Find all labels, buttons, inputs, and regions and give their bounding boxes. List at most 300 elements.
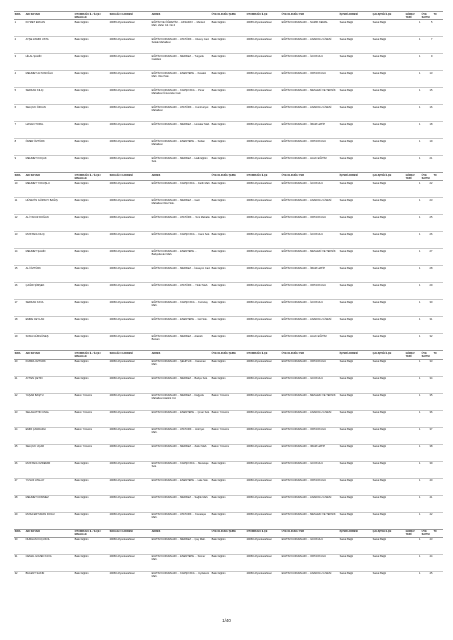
cell-duty: Sanat Bağlı [372, 232, 405, 249]
cell-district-zip: 29066 Afyonkarahisar [246, 478, 281, 495]
cell-address: EĞİTİM KURUMLARI ... ESENTEPE ... Lale Sok. [151, 478, 211, 495]
cell-zip: 29066 Afyonkarahisar [109, 37, 151, 54]
cell-spacer [433, 317, 443, 334]
cell-no: 20 [14, 359, 25, 376]
column-header: ÇALIŞTIĞI İLÇE [372, 12, 405, 20]
cell-work-district: Sanat Bağlı [339, 181, 372, 198]
cell-tc: 36 [421, 410, 433, 427]
cell-district-zip: 29066 Afyonkarahisar [246, 37, 281, 54]
cell-duty: Sanat Bağlı [372, 122, 405, 139]
cell-no: 4 [14, 71, 25, 88]
cell-name: KÜBRA ÖZTÜRK [25, 359, 74, 376]
cell-tc: 29 [421, 283, 433, 300]
cell-tc: 9 [421, 54, 433, 71]
cell-spacer [433, 571, 443, 588]
column-header: SOKAĞI / CADDESİ [109, 173, 151, 181]
column-header: SOKAĞI / CADDESİ [109, 12, 151, 20]
cell-workplace: EĞİTİM KURUMLARI ... ANADOLU LİSESİ [281, 37, 339, 54]
cell-duty: Sanat Bağlı [372, 537, 405, 554]
cell-duty: Sanat Bağlı [372, 300, 405, 317]
cell-no: 11 [14, 198, 25, 215]
cell-address: EĞİTİM KURUMLARI ... MERKEZ ... Halk Eğitim Sok. [151, 156, 211, 173]
cell-member-branch: Bakır Eğitim [211, 300, 246, 317]
table-row [14, 71, 443, 88]
column-header: SIRA [14, 12, 25, 20]
cell-name: KIYMET ERCAN [25, 20, 74, 37]
cell-duty: Sanat Bağlı [372, 156, 405, 173]
column-header: GÖREV YERİ [405, 12, 421, 20]
cell-spacer [433, 461, 443, 478]
cell-member-branch: Bakır Eğitim [211, 88, 246, 105]
cell-count: 1 [405, 20, 421, 37]
cell-spacer [433, 156, 443, 173]
column-header: TC [433, 351, 443, 359]
cell-name: NURHAN KÜÇÜKOL [25, 537, 74, 554]
cell-no: 30 [14, 537, 25, 554]
cell-workplace: EĞİTİM KURUMLARI ... MESLEKİ VE TEKNİK [281, 88, 339, 105]
column-header: OTURDUĞU İL / İLÇE / MAHALLE [74, 351, 109, 359]
table-row [14, 571, 443, 588]
cell-work-district: Sanat Bağlı [339, 249, 372, 266]
cell-count: 1 [405, 495, 421, 512]
cell-member-branch: Bakır Eğitim [211, 359, 246, 376]
table-row [14, 266, 443, 283]
cell-branch: Bakır Eğitim [74, 376, 109, 393]
cell-branch: Bakır Eğitim [74, 181, 109, 198]
cell-no: 1 [14, 20, 25, 37]
cell-branch: Bakır Eğitim [74, 266, 109, 283]
cell-address: EĞİTİM KURUMLARI ... ATATÜRK ... Kocatepe Mah. [151, 512, 211, 529]
document-table [14, 11, 443, 588]
cell-zip: 29066 Afyonkarahisar [109, 215, 151, 232]
column-header: ÜYE OLDUĞU YER [281, 12, 339, 20]
cell-spacer [433, 249, 443, 266]
cell-member-branch: Bakır Eğitim [211, 537, 246, 554]
column-header: SIRA [14, 529, 25, 537]
cell-branch: Bakır Eğitim [74, 300, 109, 317]
cell-no: 18 [14, 317, 25, 334]
cell-workplace: EĞİTİM KURUMLARI ... ORTAOKULU [281, 478, 339, 495]
cell-tc: 30 [421, 300, 433, 317]
column-header: ÇALIŞTIĞI İLÇE [372, 351, 405, 359]
cell-work-district: Sanat Bağlı [339, 393, 372, 410]
column-header: ADI SOYADI [25, 173, 74, 181]
cell-no: 22 [14, 393, 25, 410]
cell-tc: 28 [421, 266, 433, 283]
cell-spacer [433, 512, 443, 529]
cell-address: EĞİTİM KURUMLARI ... MERKEZ ... İstasyon Cad. [151, 266, 211, 283]
cell-branch: Bakır Eğitim [74, 122, 109, 139]
cell-tc: 26 [421, 232, 433, 249]
cell-member-branch: Bakım Yönetim [211, 444, 246, 461]
cell-branch: Bakır Eğitim [74, 215, 109, 232]
cell-work-district: Sanat Bağlı [339, 376, 372, 393]
cell-address: EĞİTİM KURUMLARI ... MERKEZ ... Gazi Mahallesi Okul Sok. [151, 198, 211, 215]
cell-zip: 29066 Afyonkarahisar [109, 512, 151, 529]
cell-workplace: EĞİTİM KURUMLARI ... MESLEKİ VE TEKNİK [281, 512, 339, 529]
cell-count: 1 [405, 105, 421, 122]
column-header: TC [433, 173, 443, 181]
cell-no: 26 [14, 461, 25, 478]
cell-address: EĞİTİM KURUMLARI ... ESENTEPE ... Çınar Sok. [151, 410, 211, 427]
cell-duty: Sanat Bağlı [372, 37, 405, 54]
cell-spacer [433, 359, 443, 376]
table-row [14, 122, 443, 139]
cell-branch: Bakım Yönetim [74, 410, 109, 427]
cell-duty: Sanat Bağlı [372, 495, 405, 512]
cell-address: EĞİTİM KURUMLARI ... ESENTEPE ... Sümer Mah. [151, 554, 211, 571]
cell-member-branch: Bakım Yönetim [211, 410, 246, 427]
cell-address: EĞİTİM KURUMLARI ... ESENTEPE ... Sultan Mahallesi [151, 139, 211, 156]
cell-spacer [433, 495, 443, 512]
cell-workplace: EĞİTİM KURUMLARI ... ORTAOKULU [281, 71, 339, 88]
page-number: 1/40 [222, 618, 231, 623]
cell-duty: Sanat Bağlı [372, 376, 405, 393]
cell-name: MEHMET ŞAHİN [25, 249, 74, 266]
cell-branch: Bakır Eğitim [74, 20, 109, 37]
cell-duty: Sanat Bağlı [372, 410, 405, 427]
cell-work-district: Sanat Bağlı [339, 359, 372, 376]
cell-district-zip: 29066 Afyonkarahisar [246, 427, 281, 444]
cell-member-branch: Bakır Eğitim [211, 461, 246, 478]
cell-duty: Sanat Bağlı [372, 283, 405, 300]
cell-workplace: EĞİTİM KURUMLARI ... İMAM HATİP [281, 444, 339, 461]
cell-member-branch: Bakır Eğitim [211, 122, 246, 139]
cell-address: EĞİTİM KURUMLARI ... MERKEZ ... Turgutlu Caddesi [151, 54, 211, 71]
cell-address: EĞİTİM KURUMLARI ... MERKEZ ... Hocalar Mah. [151, 122, 211, 139]
cell-zip: 29066 Afyonkarahisar [109, 461, 151, 478]
cell-workplace: EĞİTİM KURUMLARI ... ORTAOKULU [281, 554, 339, 571]
table-row [14, 300, 443, 317]
cell-district-zip: 29066 Afyonkarahisar [246, 495, 281, 512]
cell-branch: Bakır Eğitim [74, 283, 109, 300]
cell-name: EMRE CEYLAN [25, 317, 74, 334]
cell-name: AYTEN ÇETİN [25, 376, 74, 393]
column-header: ADRES [151, 351, 211, 359]
cell-zip: 29066 Afyonkarahisar [109, 554, 151, 571]
cell-count: 1 [405, 283, 421, 300]
cell-spacer [433, 427, 443, 444]
cell-address: EĞİTİM KURUMLARI ... ATATÜRK ... Cumhuriyet Mahallesi [151, 105, 211, 122]
cell-no: 14 [14, 249, 25, 266]
column-header: SIRA [14, 351, 25, 359]
cell-duty: Sanat Bağlı [372, 198, 405, 215]
column-header: ÜYE OLDUĞU ŞUBE [211, 351, 246, 359]
cell-zip: 29066 Afyonkarahisar [109, 139, 151, 156]
cell-no: 2 [14, 37, 25, 54]
cell-duty: Sanat Bağlı [372, 139, 405, 156]
cell-address: EĞİTİM KURUMLARI ... ESENTEPE ... Kavaklı Mah. Okul Sok. [151, 71, 211, 88]
cell-district-zip: 29066 Afyonkarahisar [246, 198, 281, 215]
cell-work-district: Sanat Bağlı [339, 283, 372, 300]
cell-tc: 19 [421, 139, 433, 156]
cell-member-branch: Bakır Eğitim [211, 54, 246, 71]
column-header: ÜYE SAYISI [421, 12, 433, 20]
column-header: ÜYE SAYISI [421, 529, 433, 537]
cell-work-district: Sanat Bağlı [339, 266, 372, 283]
cell-member-branch: Bakır Eğitim [211, 198, 246, 215]
cell-workplace: EĞİTİM KURUMLARI ... İLKOKULU [281, 537, 339, 554]
cell-count: 1 [405, 478, 421, 495]
cell-branch: Bakır Eğitim [74, 334, 109, 351]
cell-count: 1 [405, 249, 421, 266]
cell-work-district: Sanat Bağlı [339, 71, 372, 88]
cell-member-branch: Bakır Eğitim [211, 334, 246, 351]
cell-work-district: Sanat Bağlı [339, 232, 372, 249]
cell-spacer [433, 376, 443, 393]
cell-workplace: EĞİTİM KURUMLARI ... ORTAOKULU [281, 283, 339, 300]
cell-tc: 23 [421, 198, 433, 215]
table-row [14, 334, 443, 351]
cell-name: HASAN TOPAL [25, 122, 74, 139]
column-header: SOKAĞI / CADDESİ [109, 529, 151, 537]
cell-tc: 43 [421, 537, 433, 554]
cell-zip: 29066 Afyonkarahisar [109, 198, 151, 215]
cell-workplace: EĞİTİM KURUMLARI ... İLKOKULU [281, 376, 339, 393]
cell-work-district: Sanat Bağlı [339, 495, 372, 512]
column-header: ADI SOYADI [25, 351, 74, 359]
cell-spacer [433, 105, 443, 122]
cell-member-branch: Bakır Eğitim [211, 266, 246, 283]
column-header: ÜYE OLDUĞU ŞUBE [211, 12, 246, 20]
cell-name: SELAHATTİN ÜNAL [25, 410, 74, 427]
cell-workplace: EĞİTİM KURUMLARI ... HALK EĞİTİM [281, 156, 339, 173]
cell-address: EĞİTİM KURUMLARI ... MERKEZ ... Atatürk Bulvarı [151, 334, 211, 351]
cell-spacer [433, 410, 443, 427]
column-header: İŞYERİ ADRESİ [339, 529, 372, 537]
cell-duty: Sanat Bağlı [372, 181, 405, 198]
cell-spacer [433, 334, 443, 351]
cell-name: MEHMET ALTUNOĞLU [25, 71, 74, 88]
cell-branch: Bakır Eğitim [74, 37, 109, 54]
column-header: ÇALIŞTIĞI İLÇE [372, 529, 405, 537]
cell-work-district: Sanat Bağlı [339, 122, 372, 139]
cell-duty: Sanat Bağlı [372, 393, 405, 410]
cell-workplace: EĞİTİM KURUMLARI ... İLKOKULU [281, 181, 339, 198]
cell-address: EĞİTİM KURUMLARI ... MERKEZ ... Sağlık Mah. [151, 495, 211, 512]
cell-district-zip: 29066 Afyonkarahisar [246, 393, 281, 410]
cell-name: YAŞAR BAŞTÜ [25, 393, 74, 410]
cell-address: EĞİTİM KURUMLARI ... KARŞIYAKA ... Menekşe Sok. [151, 461, 211, 478]
cell-tc: 18 [421, 122, 433, 139]
cell-district-zip: 29066 Afyonkarahisar [246, 156, 281, 173]
cell-duty: Sanat Bağlı [372, 571, 405, 588]
cell-member-branch: Bakım Yönetim [211, 427, 246, 444]
cell-count: 1 [405, 71, 421, 88]
cell-zip: 29066 Afyonkarahisar [109, 181, 151, 198]
cell-address: EĞİTİM KURUMLARI ... MERKEZ ... Zafer Mah. [151, 444, 211, 461]
cell-spacer [433, 283, 443, 300]
cell-work-district: Sanat Bağlı [339, 198, 372, 215]
cell-no: 7 [14, 122, 25, 139]
cell-address: EĞİTİM KURUMLARI ... KARŞIYAKA ... Uydukent Mah. [151, 571, 211, 588]
cell-tc: 16 [421, 105, 433, 122]
cell-tc: 32 [421, 334, 433, 351]
cell-workplace: EĞİTİM KURUMLARI ... ANADOLU LİSESİ [281, 105, 339, 122]
cell-branch: Bakır Eğitim [74, 495, 109, 512]
cell-branch: Bakır Eğitim [74, 461, 109, 478]
cell-no: 23 [14, 410, 25, 427]
cell-branch: Bakır Eğitim [74, 317, 109, 334]
cell-count: 1 [405, 393, 421, 410]
cell-workplace: EĞİTİM KURUMLARI ... İMAM HATİP [281, 122, 339, 139]
cell-district-zip: 29066 Afyonkarahisar [246, 71, 281, 88]
cell-spacer [433, 139, 443, 156]
column-header: OTURDUĞU İL / İLÇE / MAHALLE [74, 12, 109, 20]
cell-work-district: Sanat Bağlı [339, 427, 372, 444]
cell-count: 1 [405, 266, 421, 283]
cell-zip: 29066 Afyonkarahisar [109, 71, 151, 88]
table-row [14, 512, 443, 529]
cell-duty: Sanat Bağlı [372, 512, 405, 529]
cell-no: 5 [14, 88, 25, 105]
cell-member-branch: Bakır Eğitim [211, 156, 246, 173]
cell-duty: Sanat Bağlı [372, 461, 405, 478]
column-header: İŞYERİ ADRESİ [339, 351, 372, 359]
cell-branch: Bakır Eğitim [74, 249, 109, 266]
cell-member-branch: Bakır Eğitim [211, 105, 246, 122]
cell-no: 12 [14, 215, 25, 232]
cell-work-district: Sanat Bağlı [339, 317, 372, 334]
cell-zip: 29066 Afyonkarahisar [109, 571, 151, 588]
cell-address: EĞİTİM KURUMLARI ... MERKEZ ... Çay Mah. [151, 537, 211, 554]
cell-member-branch: Bakır Eğitim [211, 37, 246, 54]
table-row [14, 37, 443, 54]
cell-no: 10 [14, 181, 25, 198]
column-header: ADRES [151, 173, 211, 181]
cell-work-district: Sanat Bağlı [339, 334, 372, 351]
cell-zip: 29066 Afyonkarahisar [109, 317, 151, 334]
cell-work-district: Sanat Bağlı [339, 444, 372, 461]
cell-district-zip: 29066 Afyonkarahisar [246, 410, 281, 427]
cell-tc: 22 [421, 181, 433, 198]
cell-workplace: EĞİTİM KURUMLARI ... ANADOLU LİSESİ [281, 410, 339, 427]
cell-member-branch: Bakır Eğitim [211, 71, 246, 88]
cell-district-zip: 29066 Afyonkarahisar [246, 283, 281, 300]
cell-tc: 44 [421, 554, 433, 571]
cell-workplace: EĞİTİM KURUMLARI ... ANADOLU LİSESİ [281, 571, 339, 588]
column-header: ÜYE OLDUĞU ŞUBE [211, 529, 246, 537]
cell-duty: Sanat Bağlı [372, 249, 405, 266]
cell-workplace: EĞİTİM KURUMLARI ... HALK EĞİTİM [281, 334, 339, 351]
table-row [14, 461, 443, 478]
cell-district-zip: 29066 Afyonkarahisar [246, 249, 281, 266]
table-row [14, 478, 443, 495]
cell-count: 1 [405, 334, 421, 351]
cell-spacer [433, 71, 443, 88]
cell-tc: 41 [421, 495, 433, 512]
cell-zip: 29066 Afyonkarahisar [109, 393, 151, 410]
cell-district-zip: 29066 Afyonkarahisar [246, 571, 281, 588]
cell-zip: 29066 Afyonkarahisar [109, 478, 151, 495]
cell-no: 29 [14, 512, 25, 529]
cell-zip: 29066 Afyonkarahisar [109, 156, 151, 173]
member-list-table [14, 11, 443, 588]
cell-name: EMİR ÇANDARLI [25, 427, 74, 444]
cell-workplace: EĞİTİM KURUMLARI ... MESLEKİ VE TEKNİK [281, 393, 339, 410]
cell-spacer [433, 37, 443, 54]
cell-work-district: Sanat Bağlı [339, 537, 372, 554]
cell-workplace: EĞİTİM KURUMLARI ... MESLEKİ VE TEKNİK [281, 249, 339, 266]
cell-name: MUSTAFA ÖZDEMİR [25, 461, 74, 478]
cell-no: 8 [14, 139, 25, 156]
cell-district-zip: 29066 Afyonkarahisar [246, 554, 281, 571]
cell-member-branch: Bakır Eğitim [211, 376, 246, 393]
table-row [14, 283, 443, 300]
column-header: OTURDUĞU İLÇE [246, 351, 281, 359]
cell-tc: 35 [421, 393, 433, 410]
cell-duty: Sanat Bağlı [372, 266, 405, 283]
cell-branch: Bakır Eğitim [74, 71, 109, 88]
cell-no: 9 [14, 156, 25, 173]
cell-name: ÖMER ÖZTÜRK [25, 139, 74, 156]
cell-count: 1 [405, 232, 421, 249]
cell-address: EĞİTİM KURUMLARI ... KARŞIYAKA ... Cami Sok. [151, 232, 211, 249]
cell-member-branch: Bakır Eğitim [211, 139, 246, 156]
cell-work-district: Sanat Bağlı [339, 215, 372, 232]
table-row [14, 359, 443, 376]
column-header: ÜYE SAYISI [421, 351, 433, 359]
cell-address: EĞİTİM KURUMLARI ... ESENTEPE ... Bahçelievler Mah. [151, 249, 211, 266]
cell-spacer [433, 54, 443, 71]
cell-tc: 27 [421, 249, 433, 266]
cell-branch: Bakım Yönetim [74, 444, 109, 461]
cell-tc: 21 [421, 156, 433, 173]
cell-branch: Bakır Eğitim [74, 156, 109, 173]
cell-work-district: Sanat Bağlı [339, 105, 372, 122]
cell-duty: Sanat Bağlı [372, 478, 405, 495]
cell-workplace: EĞİTİM KURUMLARI ... ORTAOKULU [281, 139, 339, 156]
cell-zip: 29066 Afyonkarahisar [109, 283, 151, 300]
cell-work-district: Sanat Bağlı [339, 571, 372, 588]
cell-tc: 15 [421, 88, 433, 105]
cell-workplace: EĞİTİM KURUMLARI ... ANADOLU LİSESİ [281, 317, 339, 334]
cell-address: EĞİTİM KURUMLARI ... KARŞIYAKA ... Pınar Mahallesi Üniversite Cad. [151, 88, 211, 105]
cell-branch: Bakır Eğitim [74, 537, 109, 554]
cell-tc: 33 [421, 359, 433, 376]
cell-duty: Sanat Bağlı [372, 444, 405, 461]
cell-zip: 29066 Afyonkarahisar [109, 359, 151, 376]
cell-address: EĞİTİM KURUMLARI ... KARŞIYAKA ... Fatih Mah. [151, 181, 211, 198]
cell-count: 1 [405, 198, 421, 215]
cell-district-zip: 29066 Afyonkarahisar [246, 376, 281, 393]
cell-work-district: Sanat Bağlı [339, 88, 372, 105]
cell-member-branch: Bakır Eğitim [211, 20, 246, 37]
cell-member-branch: Bakır Eğitim [211, 317, 246, 334]
cell-work-district: Sanat Bağlı [339, 156, 372, 173]
cell-branch: Bakır Eğitim [74, 571, 109, 588]
cell-tc: 37 [421, 427, 433, 444]
cell-spacer [433, 215, 443, 232]
cell-zip: 29066 Afyonkarahisar [109, 54, 151, 71]
cell-zip: 29066 Afyonkarahisar [109, 334, 151, 351]
cell-district-zip: 29065 Afyonkarahisar [246, 20, 281, 37]
cell-zip: 29066 Afyonkarahisar [109, 232, 151, 249]
cell-address: EĞİTİM KURUMLARI ... ESENTEPE ... Gül Sok. [151, 317, 211, 334]
cell-address: EĞİTİM KURUMLARI ... MERKEZ ... Bahçe Sok. [151, 376, 211, 393]
cell-zip: 29066 Afyonkarahisar [109, 105, 151, 122]
cell-name: MEHMET DÖNMEZ [25, 495, 74, 512]
column-header: ADRES [151, 12, 211, 20]
cell-district-zip: 29066 Afyonkarahisar [246, 181, 281, 198]
cell-name: HİLAL ŞAHİN [25, 54, 74, 71]
cell-district-zip: 29066 Afyonkarahisar [246, 317, 281, 334]
cell-district-zip: 29066 Afyonkarahisar [246, 105, 281, 122]
cell-district-zip: 29066 Afyonkarahisar [246, 54, 281, 71]
cell-branch: Bakır Eğitim [74, 512, 109, 529]
cell-branch: Bakır Eğitim [74, 232, 109, 249]
cell-zip: 29065 Afyonkarahisar [109, 20, 151, 37]
